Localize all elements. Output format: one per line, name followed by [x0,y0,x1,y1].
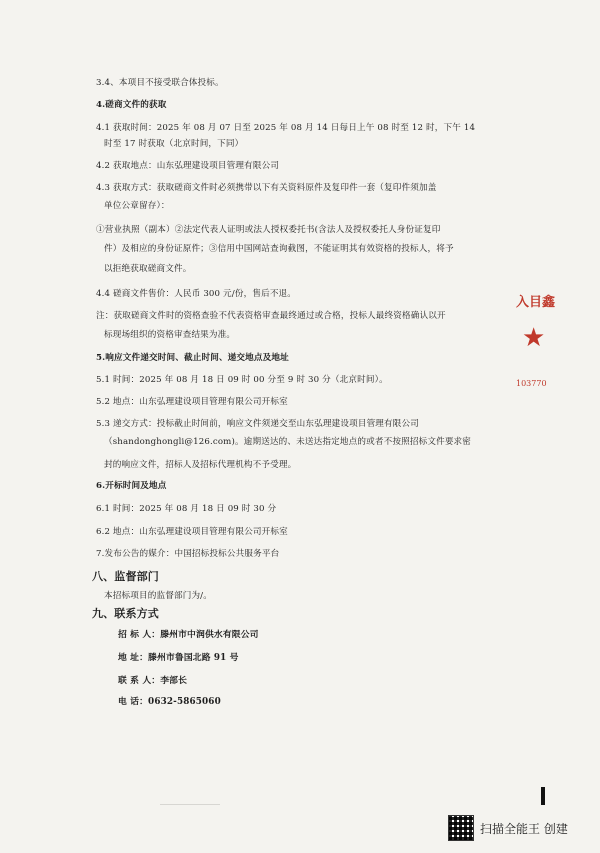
section-8-text: 本招标项目的监督部门为/。 [104,591,212,601]
text-line: 时至 17 时获取（北京时间，下同） [104,139,244,149]
text-line: 5.3 递交方式：投标截止时间前，响应文件须递交至山东弘理建设项目管理有限公司 [96,419,420,429]
contact-person: 联 系 人：李部长 [118,676,188,686]
divider [160,804,220,805]
contact-address: 地 址：滕州市鲁国北路 91 号 [118,653,239,663]
contact-phone: 电 话：0632-5865060 [118,697,221,707]
scanner-label: 扫描全能王 创建 [480,821,568,836]
qr-code-icon [448,815,474,841]
stamp-number: 103770 [516,379,547,388]
scanner-watermark [448,813,588,843]
text-line: 6.2 地点：山东弘理建设项目管理有限公司开标室 [96,527,288,537]
margin-mark [541,787,545,805]
section-9-heading: 九、联系方式 [92,607,159,620]
text-line: 5.2 地点：山东弘理建设项目管理有限公司开标室 [96,397,288,407]
section-heading: 6.开标时间及地点 [96,481,167,491]
text-line: 注：获取磋商文件时的资格查验不代表资格审查最终通过或合格，投标人最终资格确认以开 [96,311,446,321]
text-line: 4.3 获取方式：获取磋商文件时必须携带以下有关资料原件及复印件一套（复印件须加盖 [96,183,437,193]
text-line: 6.1 时间：2025 年 08 月 18 日 09 时 30 分 [96,504,277,514]
text-line: 5.1 时间：2025 年 08 月 18 日 09 时 00 分至 9 时 30 分（北京时间）。 [96,375,388,385]
text-line: 4.4 磋商文件售价：人民币 300 元/份，售后不退。 [96,289,297,299]
text-line: （shandonghongli@126.com)。逾期送达的、未送达指定地点的或者不按照招标文件要求密 [104,437,472,447]
text-line: 以拒绝获取磋商文件。 [104,264,192,274]
text-line: 标现场组织的资格审查结果为准。 [104,330,236,340]
text-line: 3.4、本项目不接受联合体投标。 [96,78,224,88]
text-line: ①营业执照（副本）②法定代表人证明或法人授权委托书(含法人及授权委托人身份证复印 [96,225,441,235]
stamp-text: 入目鑫 [516,295,556,310]
section-heading: 5.响应文件递交时间、截止时间、递交地点及地址 [96,353,289,363]
text-line: 封的响应文件，招标人及招标代理机构不予受理。 [104,460,297,470]
contact-tenderer: 招 标 人：滕州市中润供水有限公司 [118,630,259,640]
text-line: 单位公章留存）： [104,201,170,211]
text-line: 件）及相应的身份证原件；③信用中国网站查询截图，不能证明其有效资格的投标人，将予 [104,244,454,254]
text-line: 4.1 获取时间：2025 年 08 月 07 日至 2025 年 08 月 14 日每日上午 08 时至 12 时，下午 14 [96,123,476,133]
text-line: 7.发布公告的媒介：中国招标投标公共服务平台 [96,549,280,559]
text-line: 4.2 获取地点：山东弘理建设项目管理有限公司 [96,161,280,171]
star-icon: ★ [522,323,546,353]
section-heading: 4.磋商文件的获取 [96,100,167,110]
section-8-heading: 八、监督部门 [92,570,159,583]
